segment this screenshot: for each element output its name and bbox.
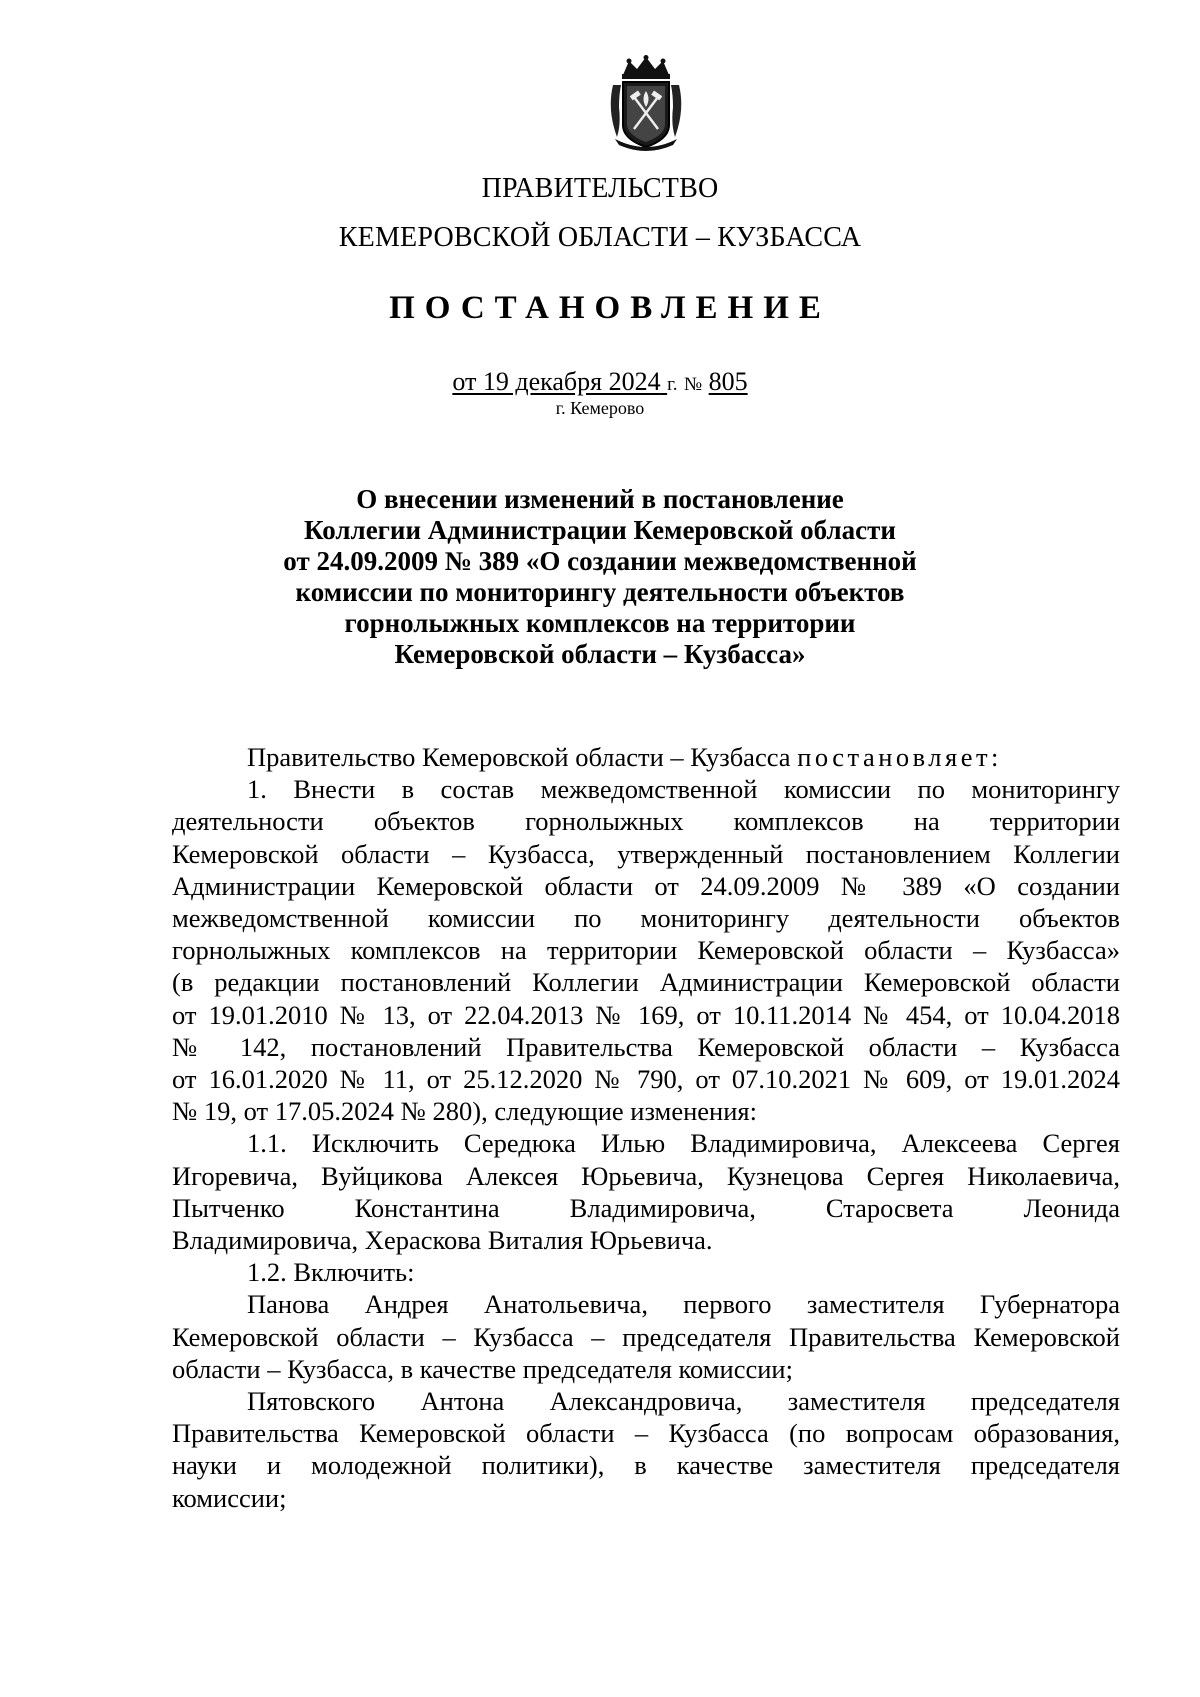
title-line: Коллегии Администрации Кемеровской области	[304, 515, 896, 545]
paragraph-line: (в редакции постановлений Коллегии Администрации Кемеровской области	[172, 967, 1120, 998]
paragraph-line: деятельности объектов горнолыжных комплексов на территории	[172, 806, 1120, 837]
document-body	[172, 741, 1120, 1514]
paragraph-pyatovsky	[172, 1385, 1120, 1514]
paragraph-1-2	[172, 1256, 1120, 1288]
paragraph-line: от 16.01.2020 № 11, от 25.12.2020 № 790, от 07.10.2021 № 609, от 19.01.2024	[172, 1064, 1120, 1095]
document-number: 805	[708, 367, 748, 396]
paragraph-line: науки и молодежной политики), в качестве заместителя председателя	[172, 1450, 1120, 1481]
paragraph-line: от 19.01.2010 № 13, от 22.04.2013 № 169, от 10.11.2014 № 454, от 10.04.2018	[172, 999, 1120, 1030]
paragraph-panov	[172, 1288, 1120, 1385]
title-line: комиссии по мониторингу деятельности объектов	[295, 577, 905, 607]
paragraph-line: Игоревича, Вуйцикова Алексея Юрьевича, Кузнецова Сергея Николаевича,	[172, 1160, 1120, 1191]
document-date: от 19 декабря 2024	[452, 367, 661, 396]
paragraph-1	[172, 773, 1120, 1127]
paragraph-line: Правительства Кемеровской области – Кузбасса (по вопросам образования,	[172, 1418, 1120, 1449]
organization-name-line2: КЕМЕРОВСКОЙ ОБЛАСТИ – КУЗБАССА	[338, 222, 862, 253]
title-line: О внесении изменений в постановление	[356, 484, 844, 514]
title-line: от 24.09.2009 № 389 «О создании межведомственной	[283, 546, 917, 576]
paragraph-line: 1. Внести в состав межведомственной комиссии по мониторингу	[247, 774, 1120, 805]
number-sign: №	[684, 374, 703, 395]
paragraph-line: 1.1. Исключить Середюка Илью Владимировича, Алексеева Сергея	[247, 1128, 1120, 1159]
paragraph-1-1	[172, 1127, 1120, 1256]
paragraph-line: Пытченко Константина Владимировича, Старосвета Леонида	[172, 1192, 1120, 1223]
paragraph-line: Владимировича, Хераскова Виталия Юрьевича.	[172, 1225, 713, 1256]
paragraph-line: горнолыжных комплексов на территории Кемеровской области – Кузбасса»	[172, 935, 1120, 966]
paragraph-line: межведомственной комиссии по мониторингу деятельности объектов	[172, 903, 1120, 934]
document-type-heading: ПОСТАНОВЛЕНИЕ	[389, 290, 831, 326]
paragraph-line: Администрации Кемеровской области от 24.09.2009 № 389 «О создании	[172, 870, 1120, 901]
document-date-number	[0, 367, 1200, 397]
paragraph-line: Кемеровской области – Кузбасса – председателя Правительства Кемеровской	[172, 1321, 1120, 1352]
preamble-resolves: постановляет:	[797, 742, 1002, 772]
organization-name-line1: ПРАВИТЕЛЬСТВО	[481, 173, 719, 204]
paragraph-line: № 142, постановлений Правительства Кемеровской области – Кузбасса	[172, 1031, 1120, 1062]
document-title	[0, 484, 1200, 670]
coat-of-arms-emblem	[607, 55, 685, 151]
paragraph-line: Пятовского Антона Александровича, заместителя председателя	[247, 1386, 1120, 1417]
title-line: горнолыжных комплексов на территории	[344, 608, 856, 638]
paragraph-line: комиссии;	[172, 1482, 287, 1513]
date-year-suffix: г.	[667, 374, 678, 395]
document-city: г. Кемерово	[555, 398, 645, 418]
paragraph-line: Панова Андрея Анатольевича, первого заместителя Губернатора	[247, 1289, 1120, 1320]
title-line: Кемеровской области – Кузбасса»	[394, 639, 806, 669]
paragraph-line: 1.2. Включить:	[247, 1257, 415, 1288]
paragraph-line: Кемеровской области – Кузбасса, утвержденный постановлением Коллегии	[172, 838, 1120, 869]
paragraph-line: № 19, от 17.05.2024 № 280), следующие изменения:	[172, 1096, 757, 1127]
preamble-text: Правительство Кемеровской области – Кузбасса	[247, 742, 791, 772]
preamble-paragraph	[172, 741, 1120, 773]
paragraph-line: области – Кузбасса, в качестве председателя комиссии;	[172, 1353, 793, 1384]
